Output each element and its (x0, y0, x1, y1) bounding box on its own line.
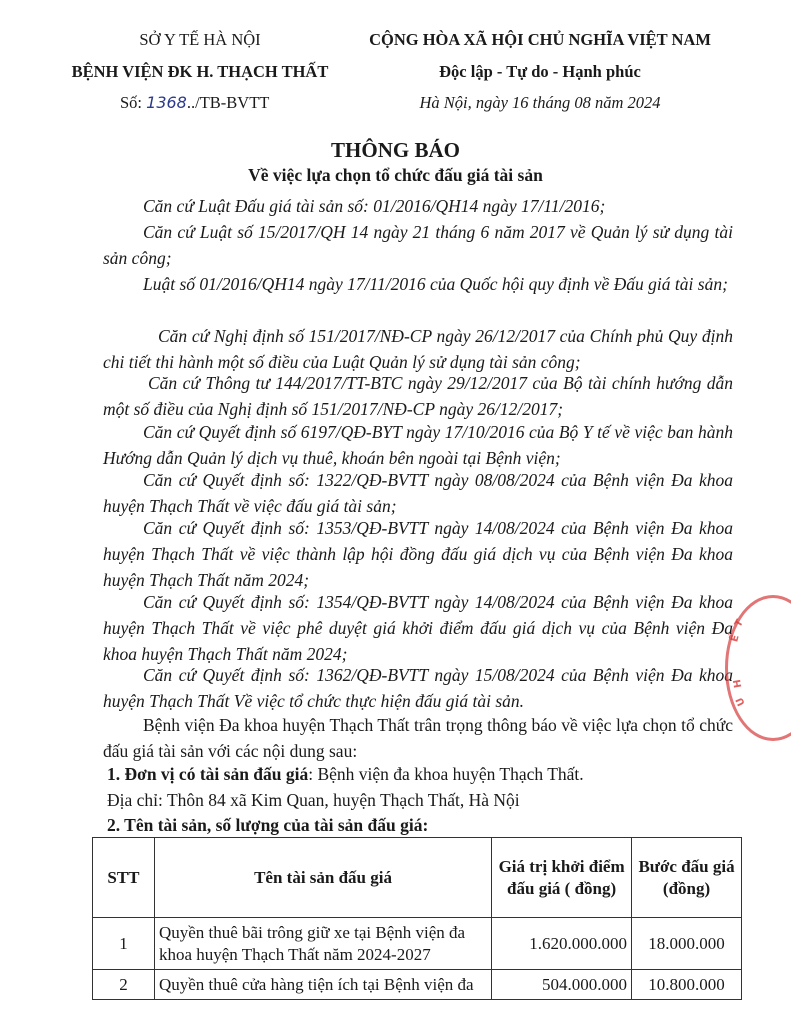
row-2-bid-step: 10.800.000 (632, 970, 742, 1000)
basis-10: Căn cứ Quyết định số: 1362/QĐ-BVTT ngày 15/08/2024 của Bệnh viện Đa khoa huyện Thạch Thất Về việc tổ chức thực hiện đấu giá tài sản. (103, 665, 733, 711)
row-1-asset-name: Quyền thuê bãi trông giữ xe tại Bệnh viện đa khoa huyện Thạch Thất năm 2024-2027 (154, 918, 491, 970)
basis-8: Căn cứ Quyết định số: 1353/QĐ-BVTT ngày 14/08/2024 của Bệnh viện Đa khoa huyện Thạch Thất về việc thành lập hội đồng đấu giá dịch vụ của Bệnh viện Đa khoa huyện Thạch Thất năm 2024; (103, 518, 733, 590)
basis-6: Căn cứ Quyết định số 6197/QĐ-BYT ngày 17/10/2016 của Bộ Y tế về việc ban hành Hướng dẫn Quản lý dịch vụ thuê, khoán bên ngoài tại Bệnh viện; (103, 422, 733, 468)
basis-3: Luật số 01/2016/QH14 ngày 17/11/2016 của Quốc hội quy định về Đấu giá tài sản; (143, 274, 728, 294)
basis-5: Căn cứ Thông tư 144/2017/TT-BTC ngày 29/12/2017 của Bộ tài chính hướng dẫn một số điều của Nghị định số 151/2017/NĐ-CP ngày 26/12/2017; (103, 373, 733, 419)
table-header-row (93, 838, 742, 918)
country-name: CỘNG HÒA XÃ HỘI CHỦ NGHĨA VIỆT NAM (369, 30, 711, 49)
doc-number-suffix: ../TB-BVTT (186, 93, 270, 112)
basis-1: Căn cứ Luật Đấu giá tài sản số: 01/2016/QH14 ngày 17/11/2016; (143, 196, 606, 216)
doc-number (120, 93, 269, 113)
org-name: BỆNH VIỆN ĐK H. THẠCH THẤT (71, 62, 329, 81)
place-date: Hà Nội, ngày 16 tháng 08 năm 2024 (419, 93, 661, 112)
section-1 (107, 764, 584, 785)
org-parent: SỞ Y TẾ HÀ NỘI (139, 30, 261, 49)
row-2-starting-price: 504.000.000 (492, 970, 632, 1000)
basis-7: Căn cứ Quyết định số: 1322/QĐ-BVTT ngày 08/08/2024 của Bệnh viện Đa khoa huyện Thạch Thất về việc đấu giá tài sản; (103, 470, 733, 516)
asset-table (92, 837, 742, 1000)
address: Địa chỉ: Thôn 84 xã Kim Quan, huyện Thạch Thất, Hà Nội (107, 790, 520, 810)
red-seal-stamp: T Ế H U (725, 595, 791, 741)
section-1-label: 1. Đơn vị có tài sản đấu giá (107, 764, 309, 784)
row-2-stt: 2 (93, 970, 155, 1000)
header-bid-step: Bước đấu giá (đồng) (632, 838, 742, 918)
row-2-asset-name: Quyền thuê cửa hàng tiện ích tại Bệnh viện đa (154, 970, 491, 1000)
header-starting-price: Giá trị khởi điểm đấu giá ( đồng) (492, 838, 632, 918)
doc-title: THÔNG BÁO (331, 138, 460, 162)
section-1-value: : Bệnh viện đa khoa huyện Thạch Thất. (308, 764, 584, 784)
intro-paragraph: Bệnh viện Đa khoa huyện Thạch Thất trân trọng thông báo về việc lựa chọn tổ chức đấu giá tài sản với các nội dung sau: (103, 715, 733, 761)
header-asset-name: Tên tài sản đấu giá (154, 838, 491, 918)
doc-subtitle: Về việc lựa chọn tổ chức đấu giá tài sản (248, 165, 543, 185)
row-1-bid-step: 18.000.000 (632, 918, 742, 970)
doc-number-handwritten: 1368 (146, 93, 187, 112)
basis-2: Căn cứ Luật số 15/2017/QH 14 ngày 21 tháng 6 năm 2017 về Quản lý sử dụng tài sản công; (103, 222, 733, 268)
motto: Độc lập - Tự do - Hạnh phúc (439, 62, 641, 81)
row-1-starting-price: 1.620.000.000 (492, 918, 632, 970)
basis-4: Căn cứ Nghị định số 151/2017/NĐ-CP ngày 26/12/2017 của Chính phủ Quy định chi tiết thi hành một số điều của Luật Quản lý sử dụng tài sản công; (103, 326, 733, 372)
section-2-heading: 2. Tên tài sản, số lượng của tài sản đấu giá: (107, 815, 429, 835)
header-stt: STT (93, 838, 155, 918)
row-1-stt: 1 (93, 918, 155, 970)
table-row (93, 918, 742, 970)
doc-number-prefix: Số: (120, 93, 143, 112)
basis-9: Căn cứ Quyết định số: 1354/QĐ-BVTT ngày 14/08/2024 của Bệnh viện Đa khoa huyện Thạch Thất về việc phê duyệt giá khởi điểm đấu giá dịch vụ của Bệnh viện Đa khoa huyện Thạch Thất năm 2024; (103, 592, 733, 664)
table-row (93, 970, 742, 1000)
